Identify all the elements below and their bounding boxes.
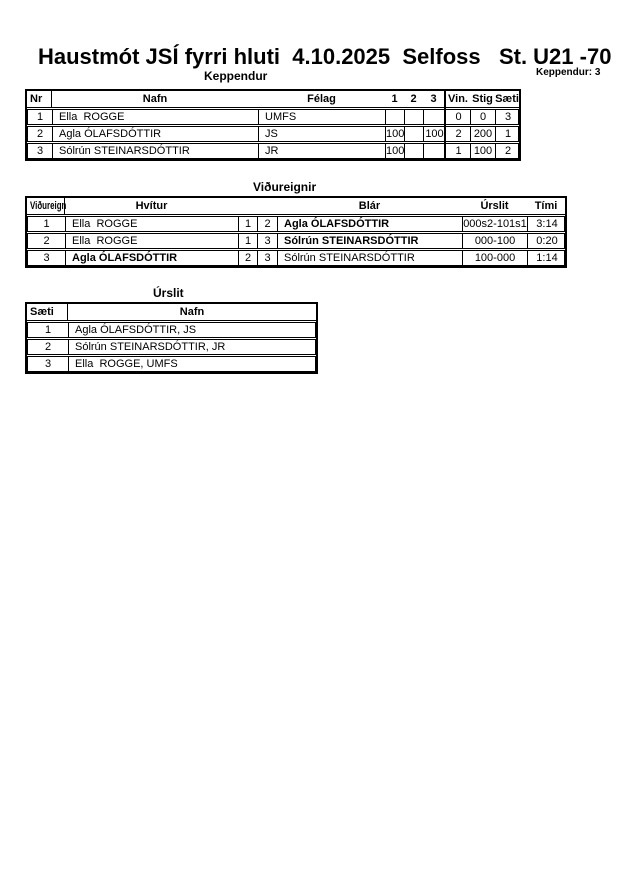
cell-match3 [424, 110, 445, 124]
cell-blue-competitor: Agla ÓLAFSDÓTTIR [278, 217, 463, 231]
section-label-vidureignir: Viðureignir [253, 180, 317, 194]
cell-blue-number: 3 [258, 251, 278, 265]
cell-vin: 0 [445, 110, 471, 124]
col-header-spacer2 [257, 198, 277, 214]
match-row [27, 250, 565, 266]
match-row [27, 233, 565, 249]
cell-stig: 0 [471, 110, 496, 124]
cell-white-number: 2 [239, 251, 258, 265]
cell-saeti: 1 [504, 128, 512, 140]
cell-match2 [405, 144, 424, 158]
cell-place: 1 [28, 323, 69, 337]
cell-nafn: Agla ÓLAFSDÓTTIR [53, 127, 259, 141]
col-header-saeti: Sæti [495, 93, 519, 105]
cell-result: 000-100 [463, 234, 528, 248]
col-header-blar: Blár [358, 200, 381, 212]
col-header-nr: Nr [27, 91, 52, 107]
col-header-hvitur: Hvítur [135, 200, 168, 212]
match-row [27, 216, 565, 232]
cell-stig: 100 [471, 144, 496, 158]
col-header-vin: Vin. [448, 93, 468, 105]
cell-nafn: Sólrún STEINARSDÓTTIR [53, 144, 259, 158]
cell-white-competitor: Ella ROGGE [66, 217, 239, 231]
vidureignir-header-row [27, 198, 565, 215]
standing-row [27, 322, 316, 338]
col-header-match2: 2 [410, 93, 417, 105]
cell-felag: UMFS [259, 110, 386, 124]
cell-competitor: Agla ÓLAFSDÓTTIR, JS [75, 324, 197, 336]
cell-vin: 1 [445, 144, 471, 158]
cell-competitor: Sólrún STEINARSDÓTTIR, JR [75, 341, 226, 353]
cell-felag: JR [259, 144, 386, 158]
standing-row [27, 339, 316, 355]
cell-match-number: 2 [28, 234, 66, 248]
col-header-timi: Tími [534, 200, 558, 212]
page-title: Haustmót JSÍ fyrri hluti 4.10.2025 Selfoss St. U21 -70 [38, 44, 612, 69]
cell-white-competitor: Agla ÓLAFSDÓTTIR [66, 251, 239, 265]
cell-match2 [405, 110, 424, 124]
cell-time: 1:14 [536, 252, 558, 264]
cell-match-number: 1 [28, 217, 66, 231]
cell-blue-number: 3 [258, 234, 278, 248]
cell-nr: 3 [28, 144, 53, 158]
cell-match1: 100 [386, 128, 405, 140]
competitor-count-label: Keppendur: 3 [536, 67, 601, 78]
cell-blue-competitor: Sólrún STEINARSDÓTTIR [278, 251, 463, 265]
cell-felag: JS [259, 127, 386, 141]
urslit-table [25, 302, 318, 374]
cell-match1 [386, 110, 405, 124]
keppendur-table [25, 89, 521, 161]
standing-row [27, 356, 316, 372]
cell-place: 3 [28, 357, 69, 371]
section-label-urslit: Úrslit [153, 286, 184, 300]
cell-match3 [424, 144, 445, 158]
cell-match2 [405, 127, 424, 141]
col-header-urslit: Úrslit [480, 200, 509, 212]
col-header-vidureign: Viðureign [27, 198, 65, 214]
cell-time: 3:14 [536, 218, 558, 230]
cell-competitor: Ella ROGGE, UMFS [75, 358, 178, 370]
cell-saeti: 3 [504, 111, 512, 123]
col-header-stig: Stig [472, 93, 493, 105]
col-header-felag: Félag [307, 93, 336, 105]
cell-blue-number: 2 [258, 217, 278, 231]
cell-match1: 100 [386, 145, 405, 157]
col-header-spacer1 [238, 198, 257, 214]
col-header-match3: 3 [430, 93, 437, 105]
cell-vin: 2 [445, 127, 471, 141]
cell-match-number: 3 [28, 251, 66, 265]
cell-time: 0:20 [536, 235, 558, 247]
cell-nr: 1 [28, 110, 53, 124]
cell-white-competitor: Ella ROGGE [66, 234, 239, 248]
cell-match3: 100 [425, 128, 444, 140]
col-header-match1: 1 [391, 93, 398, 105]
col-header-saeti: Sæti [27, 304, 68, 320]
vidureignir-table [25, 196, 567, 268]
cell-result: 000s2-101s1 [463, 218, 527, 230]
cell-white-number: 1 [239, 234, 258, 248]
cell-stig: 200 [471, 127, 496, 141]
cell-result: 100-000 [463, 251, 528, 265]
cell-saeti: 2 [504, 145, 512, 157]
cell-white-number: 1 [239, 217, 258, 231]
cell-nafn: Ella ROGGE [53, 110, 259, 124]
cell-nr: 2 [28, 127, 53, 141]
section-label-keppendur: Keppendur [204, 69, 268, 83]
cell-place: 2 [28, 340, 69, 354]
col-header-nafn: Nafn [142, 93, 168, 105]
heavy-column-divider [444, 91, 446, 159]
cell-blue-competitor: Sólrún STEINARSDÓTTIR [278, 234, 463, 248]
col-header-nafn: Nafn [179, 306, 205, 318]
urslit-header-row [27, 304, 316, 321]
